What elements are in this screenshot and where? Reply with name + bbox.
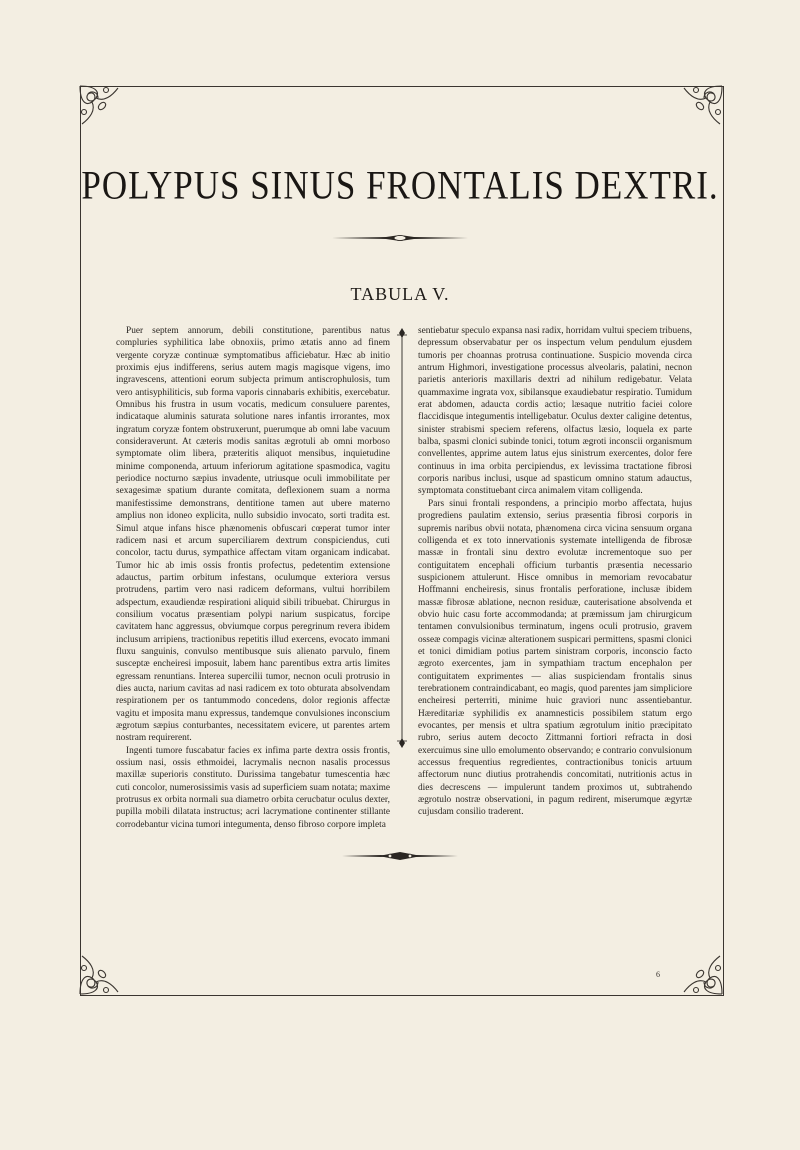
corner-ornament-bottom-right: [680, 952, 726, 998]
column-divider: [395, 328, 409, 748]
page-title: POLYPUS SINUS FRONTALIS DEXTRI.: [81, 163, 719, 208]
corner-ornament-top-right: [680, 82, 726, 128]
paragraph: sentiebatur speculo expansa nasi radix, horridam vultui speciem tribuens, depressum observabatur per os inspectum velum pendulum ejusdem tumoris per choannas protrusa continuatione. Suspicio movenda circa antrum Highmori, investigatione processus alveolaris, palatini, necnon parietis anterioris maxillaris dextri ad nihilum redigebatur. Velata quammaxime ingrata vox, sibilansque exaudiebatur respiratio. Tumidum erat abdomen, adaucta cordis actio; læsaque nutritio faciei colore flaccidisque integumentis intelligebatur. Oculus dexter caligine detentus, sinister strabismi speciem referens, olfactus læsio, loquela ex parte balba, spasmi clonici subinde tonici, totum ægroti inconscii organismum convellentes, apprime autem latus ejus sinistrum exercentes, dolor fere continuus in ima orbita percipiendus, ex levissima tractatione fibrosi corporis naribus inclusi, usque ad spasticum omnino statum adauctus, symptomata constituebant circa animalem vitam colligenda.: [418, 326, 693, 497]
paragraph: Pars sinui frontali respondens, a principio morbo affectata, hujus progrediens paulatim extensio, serius præsentia fibrosi corporis in supremis naribus obvii notata, phænomena circa vicina sensuum organa colligenda et ex toto innervationis systemate intelligenda de fibrosæ massæ in frontali sinu dextro evolutæ incrementoque suo per contiguitatem encephali officium turbantis præsentia necessario suspicionem attulerunt. Hisce omnibus in memoriam revocabatur Hoffmanni encheiresis, sinus frontalis perforatione, inclusæ ibidem massæ fibrosæ ablatione, necnon residuæ, cauterisatione absolvenda et obvio huic casu forte accommodanda; at præmissum jam chirurgicum tentamen convulsionibus terminatum, ingens oculi protrusio, gravem osseæ compagis vicinæ alterationem suspicari permittens, spasmi clonici et tonici dimidiam potius partem sinistram corporis, inconscio facto ægroto exercentes, jam in sympathiam tractum encephalon per contiguitatem exprimentes — alias suspiciendam frontalis sinus terebrationem contraindicabant, eo magis, quod parentes jam simpliciore encheiresi perterriti, minime huic graviori nunc assentiebantur. Hæreditariæ syphilidis ex anamnesticis possibilem statum ergo evocantes, per mensis et ultra spatium ægrotulum initio præcipitato rubro, serius autem decocto Zittmanni fortiori refracta in dosi exercuimus sine ullo emolumento observando; e contrario convulsionum accessus frequentius regredientes, contractionibus tonicis artuum affectorum nunc diutius protrahendis concomitati, nutritionis actus in dies decrescens — impulerunt tandem proximos ut, subtrahendo ægrotulo nostræ observationi, in pagum redirent, miserumque ægyrtæ cujusdam consilio traderent.: [418, 498, 692, 818]
closing-ornament: [340, 848, 460, 858]
corner-ornament-bottom-left: [76, 952, 122, 998]
text-column-left: [116, 325, 390, 831]
paragraph: Puer septem annorum, debili constitutione, parentibus natus compluries syphilitica labe obnoxiis, primo ætatis anno ad finem vergente coryzæ continuæ symptomatibus afficiebatur. Hæc ab initio proximis ejus indifferens, serius autem magis magisque vigens, imo ingravescens, attentioni eorum subjecta primum antiscrophulosis, tum vero antisyphiliticis, sub forma vaporis cinnabaris exhibitis, exercebatur. Omnibus his frustra in usum vocatis, medicum consuluere parentes, indicataque aluminis saturata solutione nares infantis irrorantes, mox ingratum coryzæ fontem obstruxerunt, puerumque ab omni labe vacuum consideraverunt. At cæteris modis sanitas ægrotuli ab omni morboso symptomate olim libera, præteritis aliquot mensibus, inquietudine minime componenda, artuum inferiorum agitatione spasmodica, vagitu periodice nocturno sæpius invadente, utriusque oculi immobilitate per sexagesimæ spatium durante comitata, deflexionem suam a norma manifestissime demonstrans, dentitione tamen aut ubere materno amplius non idoneo explicita, nullo subsidio invocato, sorti tradita est. Simul atque infans hisce phænomenis obfuscari cœperat tumor inter radicem nasi et arcum superciliarem dextrum conspiciendus, cuti concolor, tactu durus, sympathice affectam vitam organicam indicabat. Tumor hic ab imis ossis frontis profectus, pedetentim extensione adauctus, partim orbitum infestans, oculumque exteriora versus protrudens, partim vero nasi radicem deformans, vultui horribilem adspectum, exaudiendæ respirationi aliquid sibili tribuebat. Chirurgus in consilium vocatus præsentiam polypi narium suspicatus, forcipe cavitatem hanc aggressus, obviumque corpus peregrinum revera ibidem inclusum arripiens, tractionibus repetitis illud exercens, evocato immani fluxu sanguinis, convulso mentibusque suis alienato parvulo, finem susceptæ encheiresi imposuit, labem hanc parentibus extra artis limites egressam renuntians. Interea supercilii tumor, necnon oculi protrusio in dies aucta, narium cavitas ad nasi radicem ex toto obturata absolvendam respirationem per os tantummodo concedens, dolor regionis affectæ vagitu et imposita manu expressus, tandemque convulsiones inconscium ægrotum sæpius conturbantes, necessitatem evicere, ut parentes artem nostram requirerent.: [116, 326, 390, 744]
page-number: 6: [656, 970, 660, 979]
plate-label: TABULA V.: [350, 284, 450, 304]
paragraph: Ingenti tumore fuscabatur facies ex infima parte dextra ossis frontis, ossium nasi, ossis ethmoidei, lacrymalis necnon nasalis processus maxillæ superioris constituto. Durissima tangebatur tumescentia hæc cuti concolor, numerosissimis vasis ad superficiem suam notata; maxime protrusus ex orbita normali sua diametro orbita cerucbatur oculus dexter, pupilla mobili dilatata instructus; acri lacrymatione continenter stillante corrodebantur vicina tumori integumenta, denso fibroso corpore impleta: [116, 745, 390, 830]
title-divider-ornament: [330, 230, 470, 240]
text-column-right: [418, 325, 692, 819]
corner-ornament-top-left: [76, 82, 122, 128]
